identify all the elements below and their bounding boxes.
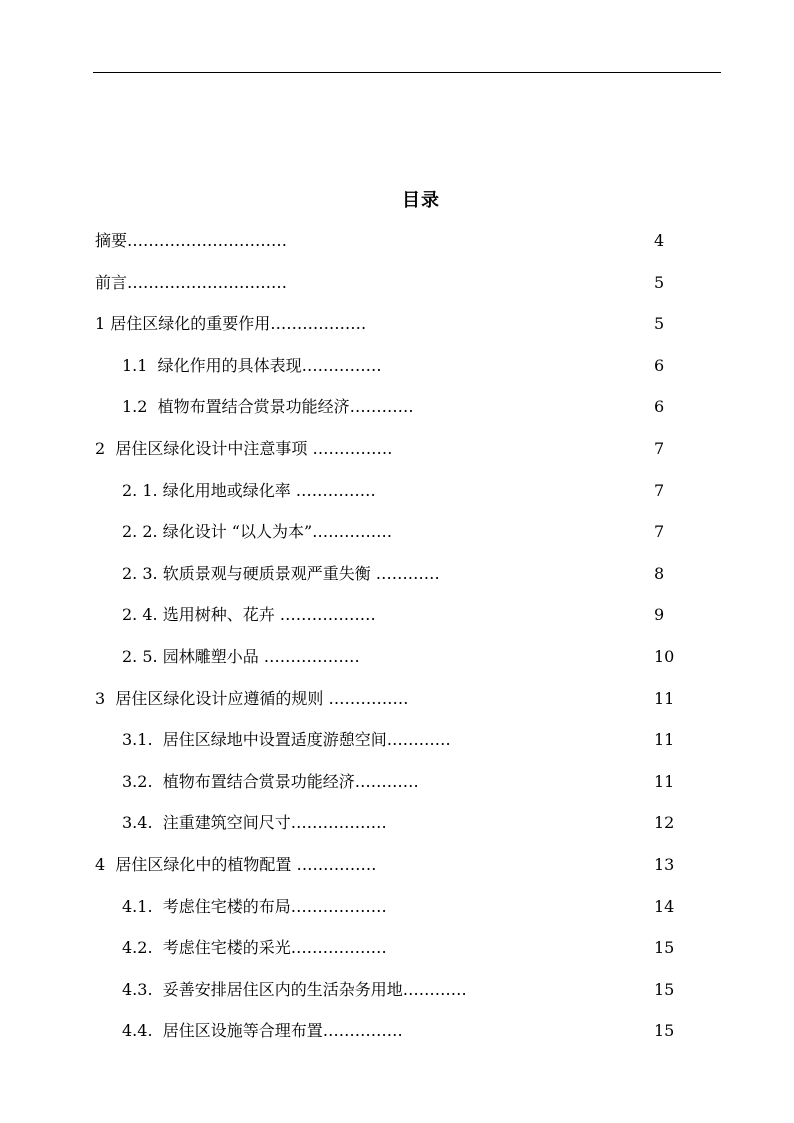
toc-entry-text: 3.1. 居住区绿地中设置适度游憩空间………… [122, 730, 451, 750]
toc-entry-page-number: 6 [654, 397, 665, 417]
toc-entry-text: 3.2. 植物布置结合赏景功能经济………… [122, 771, 419, 791]
toc-entry-page-number: 15 [654, 1021, 675, 1041]
toc-entry-text: 4 居住区绿化中的植物配置 …………… [95, 854, 377, 874]
toc-entry [0, 849, 794, 891]
toc-entry-text: 2. 3. 软质景观与硬质景观严重失衡 ………… [122, 563, 440, 583]
toc-entry-text: 前言………………………… [95, 272, 288, 292]
toc-entry-text: 2 居住区绿化设计中注意事项 …………… [95, 438, 393, 458]
toc-entry-text: 3.4. 注重建筑空间尺寸……………… [122, 813, 387, 833]
toc-entry [0, 433, 794, 475]
toc-entry-text: 4.2. 考虑住宅楼的采光……………… [122, 938, 387, 958]
toc-entry [0, 1015, 794, 1057]
toc-entry [0, 683, 794, 725]
toc-entry [0, 891, 794, 933]
toc-entry [0, 932, 794, 974]
toc-list [0, 225, 794, 1057]
header-rule [93, 72, 721, 73]
toc-entry-page-number: 6 [654, 355, 665, 375]
toc-entry [0, 641, 794, 683]
toc-entry [0, 599, 794, 641]
toc-entry-text: 3 居住区绿化设计应遵循的规则 …………… [95, 688, 409, 708]
toc-entry-page-number: 5 [654, 314, 665, 334]
toc-entry-page-number: 5 [654, 272, 665, 292]
toc-entry-page-number: 11 [654, 688, 675, 708]
toc-entry [0, 724, 794, 766]
toc-entry-text: 4.3. 妥善安排居住区内的生活杂务用地………… [122, 979, 467, 999]
toc-entry-page-number: 11 [654, 771, 675, 791]
toc-entry-text: 4.4. 居住区设施等合理布置…………… [122, 1021, 403, 1041]
toc-entry-page-number: 15 [654, 979, 675, 999]
toc-entry [0, 350, 794, 392]
toc-entry-page-number: 12 [654, 813, 675, 833]
toc-entry [0, 974, 794, 1016]
toc-entry [0, 807, 794, 849]
toc-entry [0, 225, 794, 267]
toc-entry-page-number: 7 [654, 438, 665, 458]
toc-entry-page-number: 9 [654, 605, 665, 625]
toc-entry-page-number: 10 [654, 646, 675, 666]
toc-entry-page-number: 8 [654, 563, 665, 583]
toc-entry [0, 516, 794, 558]
toc-entry-text: 1.2 植物布置结合赏景功能经济………… [122, 397, 414, 417]
toc-entry-page-number: 11 [654, 730, 675, 750]
toc-entry-text: 1.1 绿化作用的具体表现…………… [122, 355, 382, 375]
toc-entry [0, 558, 794, 600]
toc-entry [0, 391, 794, 433]
toc-entry-page-number: 15 [654, 938, 675, 958]
toc-entry [0, 475, 794, 517]
toc-entry-page-number: 7 [654, 480, 665, 500]
toc-entry [0, 267, 794, 309]
toc-entry-text: 2. 2. 绿化设计 “以人为本”…………… [122, 522, 393, 542]
toc-entry-page-number: 14 [654, 896, 675, 916]
toc-entry-page-number: 7 [654, 522, 665, 542]
toc-entry-text: 2. 1. 绿化用地或绿化率 …………… [122, 480, 376, 500]
toc-title: 目录 [402, 190, 440, 211]
toc-entry-text: 2. 4. 选用树种、花卉 ……………… [122, 605, 376, 625]
toc-entry-text: 4.1. 考虑住宅楼的布局……………… [122, 896, 387, 916]
toc-entry [0, 308, 794, 350]
toc-entry-text: 2. 5. 园林雕塑小品 ……………… [122, 646, 360, 666]
toc-entry [0, 766, 794, 808]
toc-entry-page-number: 4 [654, 231, 665, 250]
toc-entry-text: 摘要………………………… [95, 231, 288, 250]
toc-entry-page-number: 13 [654, 854, 675, 874]
toc-entry-text: 1 居住区绿化的重要作用……………… [95, 314, 367, 334]
